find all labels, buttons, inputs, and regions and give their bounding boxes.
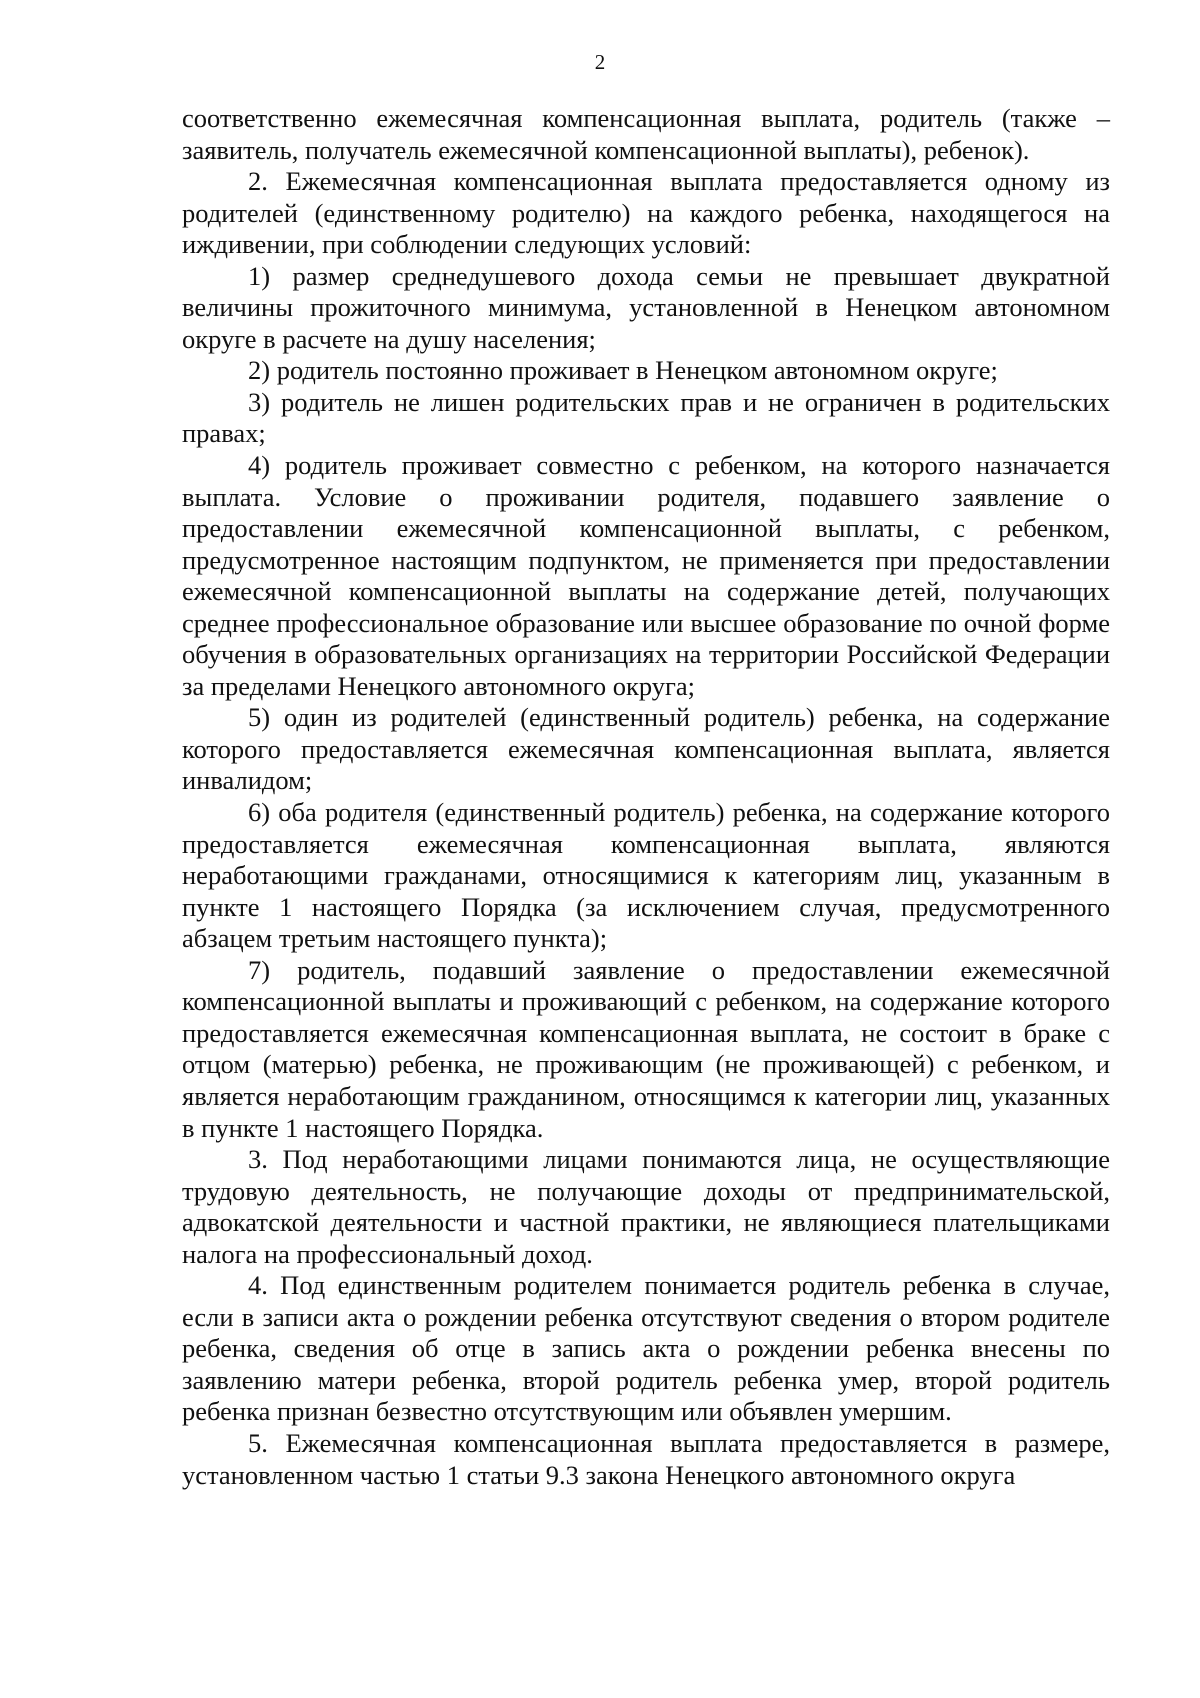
paragraph-item-5: 5. Ежемесячная компенсационная выплата предоставляется в размере, установленном частью 1 статьи 9.3 закона Ненецкого автономного округа: [182, 1427, 1110, 1490]
paragraph-item-2: 2. Ежемесячная компенсационная выплата предоставляется одному из родителей (единственному родителю) на каждого ребенка, находящегося на иждивении, при соблюдении следующих условий:: [182, 166, 1110, 260]
subitem-1: 1) размер среднедушевого дохода семьи не превышает двукратной величины прожиточного минимума, установленной в Ненецком автономном округе в расчете на душу населения;: [182, 260, 1110, 354]
subitem-5: 5) один из родителей (единственный родитель) ребенка, на содержание которого предоставляется ежемесячная компенсационная выплата, является инвалидом;: [182, 702, 1110, 796]
subitem-2: 2) родитель постоянно проживает в Ненецком автономном округе;: [248, 355, 998, 386]
subitem-4: 4) родитель проживает совместно с ребенком, на которого назначается выплата. Условие о проживании родителя, подавшего заявление о предоставлении ежемесячной компенсационной выплаты, с ребенком, предусмотренное настоящим подпунктом, не применяется при предоставлении ежемесячной компенсационной выплаты на содержание детей, получающих среднее профессиональное образование или высшее образование по очной форме обучения в образовательных организациях на территории Российской Федерации за пределами Ненецкого автономного округа;: [182, 450, 1110, 701]
page-number: 2: [594, 50, 606, 74]
document-body: [182, 103, 1110, 1491]
paragraph-continuation: соответственно ежемесячная компенсационная выплата, родитель (также – заявитель, получатель ежемесячной компенсационной выплаты), ребенок).: [182, 103, 1110, 165]
subitem-7: 7) родитель, подавший заявление о предоставлении ежемесячной компенсационной выплаты и проживающий с ребенком, на содержание которого предоставляется ежемесячная компенсационная выплата, не состоит в браке с отцом (матерью) ребенка, не проживающим (не проживающей) с ребенком, и является неработающим гражданином, относящимся к категории лиц, указанных в пункте 1 настоящего Порядка.: [182, 954, 1110, 1143]
paragraph-item-4: 4. Под единственным родителем понимается родитель ребенка в случае, если в записи акта о рождении ребенка отсутствуют сведения о втором родителе ребенка, сведения об отце в запись акта о рождении ребенка внесены по заявлению матери ребенка, второй родитель ребенка умер, второй родитель ребенка признан безвестно отсутствующим или объявлен умершим.: [182, 1270, 1110, 1427]
paragraph-item-3: 3. Под неработающими лицами понимаются лица, не осуществляющие трудовую деятельность, не получающие доходы от предпринимательской, адвокатской деятельности и частной практики, не являющиеся плательщиками налога на профессиональный доход.: [182, 1144, 1110, 1269]
subitem-3: 3) родитель не лишен родительских прав и не ограничен в родительских правах;: [182, 386, 1110, 449]
subitem-6: 6) оба родителя (единственный родитель) ребенка, на содержание которого предоставляется ежемесячная компенсационная выплата, являются неработающими гражданами, относящимися к категориям лиц, указанным в пункте 1 настоящего Порядка (за исключением случая, предусмотренного абзацем третьим настоящего пункта);: [182, 797, 1110, 954]
